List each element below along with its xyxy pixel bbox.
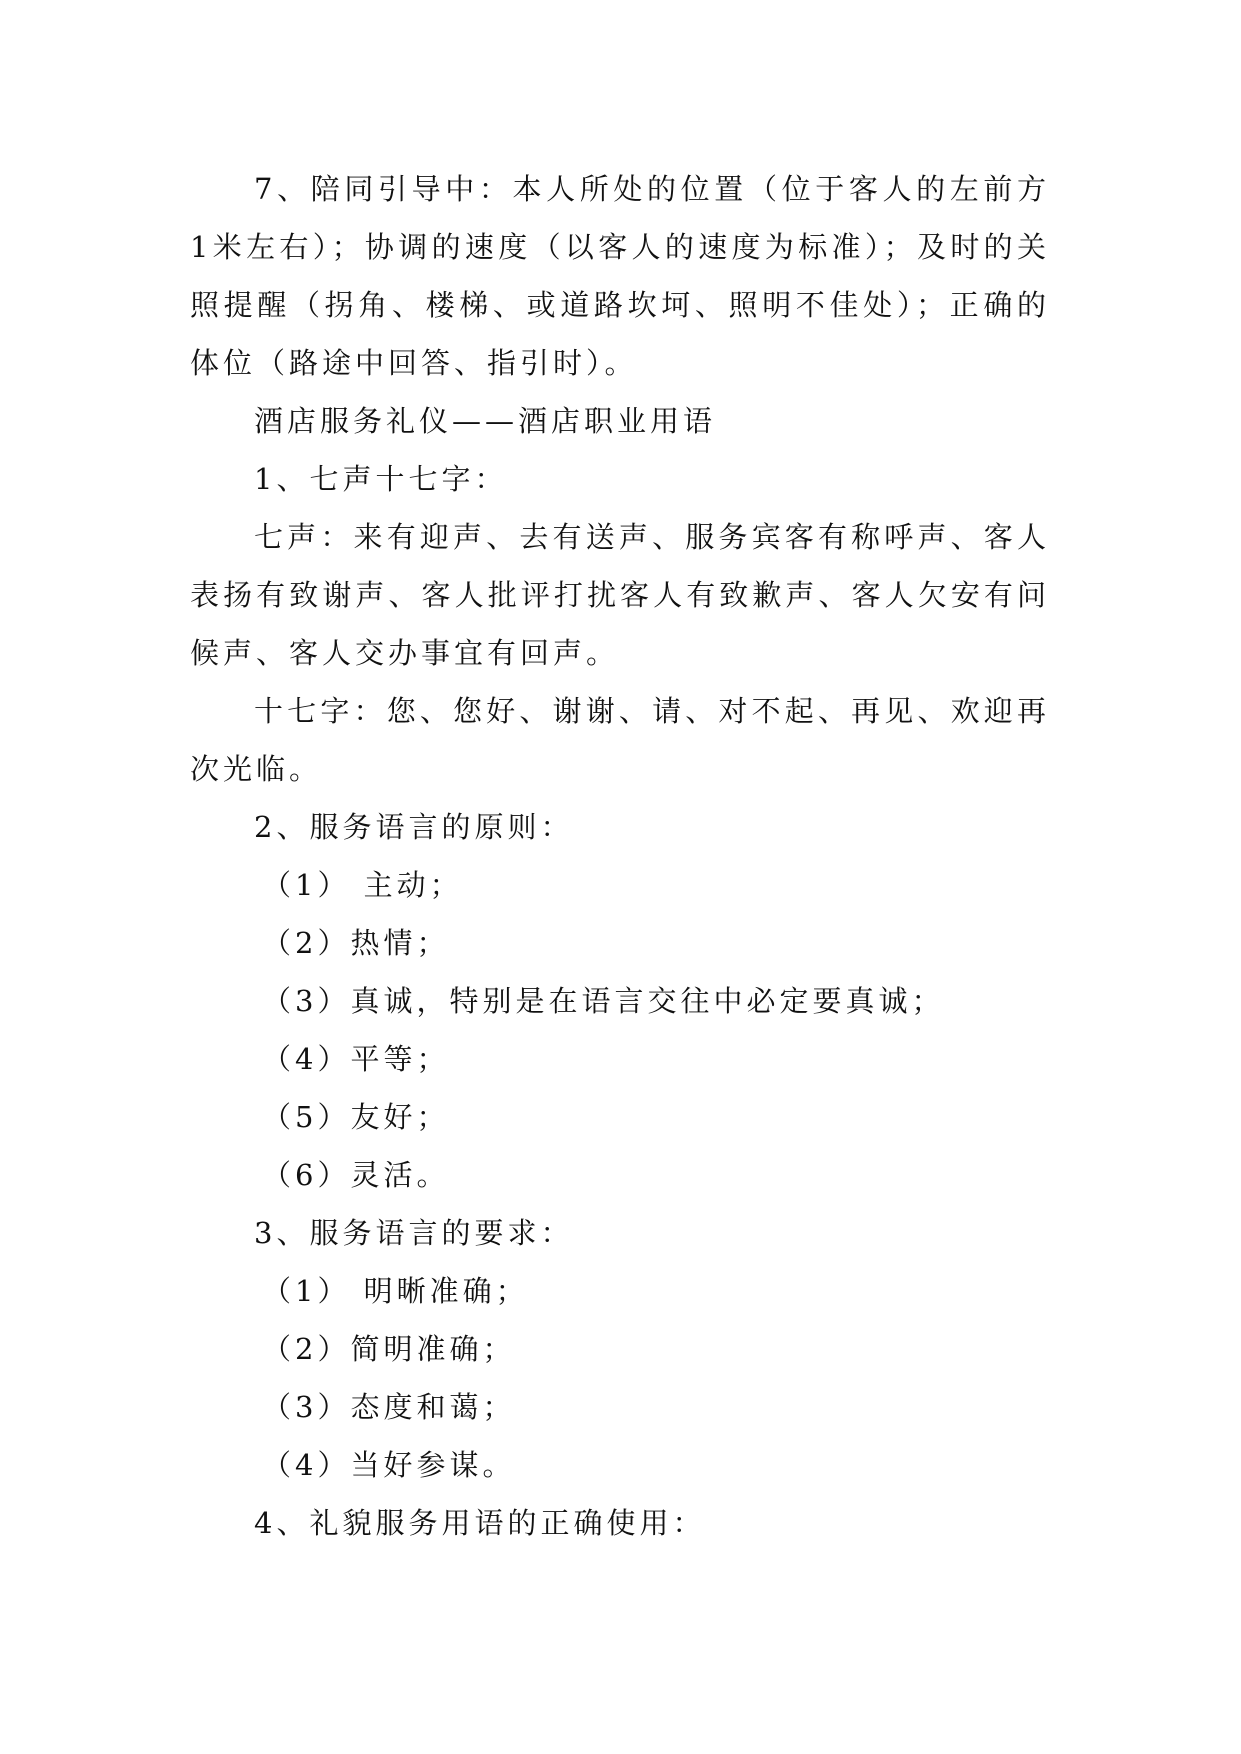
paragraph-accompany-guide: 7、陪同引导中：本人所处的位置（位于客人的左前方1米左右）；协调的速度（以客人的速度为标准）；及时的关照提醒（拐角、楼梯、或道路坎坷、照明不佳处）；正确的体位（路途中回答、指引时）。 xyxy=(190,172,1050,380)
list-item-requirement-2: （2）简明准确； xyxy=(262,1332,516,1366)
heading-language-requirements: 3、服务语言的要求： xyxy=(254,1216,574,1250)
list-item-principle-3: （3）真诚，特别是在语言交往中必定要真诚； xyxy=(262,984,945,1018)
heading-polite-language-usage: 4、礼貌服务用语的正确使用： xyxy=(254,1506,706,1540)
paragraph-seven-voices: 七声：来有迎声、去有送声、服务宾客有称呼声、客人表扬有致谢声、客人批评打扰客人有致歉声、客人欠安有问候声、客人交办事宜有回声。 xyxy=(190,520,1050,670)
list-item-requirement-1: （1） 明晰准确； xyxy=(262,1274,529,1308)
list-item-requirement-4: （4）当好参谋。 xyxy=(262,1448,516,1482)
document-body xyxy=(190,160,1050,1552)
list-item-principle-2: （2）热情； xyxy=(262,926,450,960)
list-item-principle-1: （1） 主动； xyxy=(262,868,463,902)
list-item-requirement-3: （3）态度和蔼； xyxy=(262,1390,516,1424)
list-item-principle-6: （6）灵活。 xyxy=(262,1158,450,1192)
heading-seven-voices: 1、七声十七字： xyxy=(254,462,508,496)
heading-language-principles: 2、服务语言的原则： xyxy=(254,810,574,844)
list-item-principle-5: （5）友好； xyxy=(262,1100,450,1134)
paragraph-seventeen-words: 十七字：您、您好、谢谢、请、对不起、再见、欢迎再次光临。 xyxy=(190,694,1050,786)
section-heading-professional-language: 酒店服务礼仪——酒店职业用语 xyxy=(254,404,717,438)
list-item-principle-4: （4）平等； xyxy=(262,1042,450,1076)
